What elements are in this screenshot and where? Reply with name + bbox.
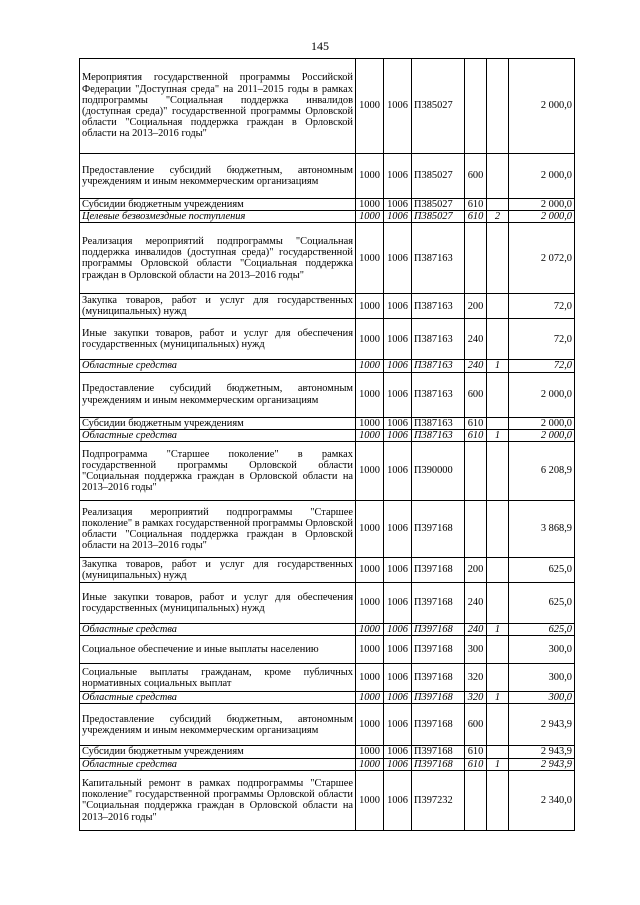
row-description: Социальные выплаты гражданам, кроме публичных нормативных социальных выплат: [80, 664, 356, 692]
expense-type-code: 240: [465, 319, 487, 360]
target-article-code: П385027: [412, 154, 465, 199]
target-article-code: П397232: [412, 770, 465, 830]
section-code: 1000: [356, 211, 384, 223]
funding-source-code: [487, 636, 509, 664]
section-code: 1000: [356, 59, 384, 154]
funding-source-code: [487, 294, 509, 319]
row-description: Предоставление субсидий бюджетным, автономным учреждениям и иным некоммерческим организациям: [80, 704, 356, 746]
table-row: [80, 558, 575, 583]
subsection-code: 1006: [384, 583, 412, 624]
target-article-code: П397168: [412, 558, 465, 583]
budget-table-body: [80, 59, 575, 831]
table-row: [80, 501, 575, 558]
row-description: Субсидии бюджетным учреждениям: [80, 417, 356, 429]
amount: 2 000,0: [509, 199, 575, 211]
funding-source-code: [487, 558, 509, 583]
row-description: Закупка товаров, работ и услуг для государственных (муниципальных) нужд: [80, 558, 356, 583]
subsection-code: 1006: [384, 211, 412, 223]
table-row: [80, 429, 575, 441]
amount: 625,0: [509, 583, 575, 624]
amount: 2 000,0: [509, 417, 575, 429]
funding-source-code: [487, 417, 509, 429]
expense-type-code: 610: [465, 429, 487, 441]
subsection-code: 1006: [384, 770, 412, 830]
row-description: Закупка товаров, работ и услуг для государственных (муниципальных) нужд: [80, 294, 356, 319]
section-code: 1000: [356, 636, 384, 664]
subsection-code: 1006: [384, 624, 412, 636]
target-article-code: П397168: [412, 583, 465, 624]
section-code: 1000: [356, 154, 384, 199]
subsection-code: 1006: [384, 429, 412, 441]
funding-source-code: [487, 59, 509, 154]
row-description: Субсидии бюджетным учреждениям: [80, 746, 356, 758]
target-article-code: П397168: [412, 636, 465, 664]
expense-type-code: 610: [465, 417, 487, 429]
budget-table: [79, 58, 575, 831]
funding-source-code: [487, 442, 509, 501]
amount: 3 868,9: [509, 501, 575, 558]
amount: 2 000,0: [509, 59, 575, 154]
amount: 2 340,0: [509, 770, 575, 830]
row-description: Подпрограмма "Старшее поколение" в рамках государственной программы Орловской области "Социальная поддержка граждан в Орловской области на 2013–2016 годы": [80, 442, 356, 501]
funding-source-code: 1: [487, 624, 509, 636]
expense-type-code: 240: [465, 360, 487, 372]
funding-source-code: 1: [487, 758, 509, 770]
expense-type-code: [465, 770, 487, 830]
expense-type-code: 600: [465, 154, 487, 199]
row-description: Капитальный ремонт в рамках подпрограммы "Старшее поколение" государственной программы Орловской области "Социальная поддержка граждан в Орловской области на 2013–2016 годы": [80, 770, 356, 830]
section-code: 1000: [356, 360, 384, 372]
subsection-code: 1006: [384, 360, 412, 372]
subsection-code: 1006: [384, 59, 412, 154]
subsection-code: 1006: [384, 223, 412, 294]
funding-source-code: [487, 583, 509, 624]
expense-type-code: 200: [465, 294, 487, 319]
expense-type-code: 240: [465, 583, 487, 624]
amount: 2 000,0: [509, 372, 575, 417]
target-article-code: П397168: [412, 704, 465, 746]
subsection-code: 1006: [384, 294, 412, 319]
target-article-code: П397168: [412, 501, 465, 558]
target-article-code: П387163: [412, 319, 465, 360]
table-row: [80, 59, 575, 154]
amount: 300,0: [509, 664, 575, 692]
target-article-code: П387163: [412, 429, 465, 441]
subsection-code: 1006: [384, 704, 412, 746]
section-code: 1000: [356, 664, 384, 692]
amount: 72,0: [509, 319, 575, 360]
row-description: Областные средства: [80, 624, 356, 636]
expense-type-code: 240: [465, 624, 487, 636]
amount: 2 943,9: [509, 746, 575, 758]
subsection-code: 1006: [384, 692, 412, 704]
subsection-code: 1006: [384, 636, 412, 664]
section-code: 1000: [356, 223, 384, 294]
table-row: [80, 583, 575, 624]
amount: 625,0: [509, 558, 575, 583]
section-code: 1000: [356, 583, 384, 624]
expense-type-code: 320: [465, 692, 487, 704]
row-description: Социальное обеспечение и иные выплаты населению: [80, 636, 356, 664]
target-article-code: П387163: [412, 360, 465, 372]
section-code: 1000: [356, 770, 384, 830]
section-code: 1000: [356, 746, 384, 758]
expense-type-code: 610: [465, 758, 487, 770]
target-article-code: П390000: [412, 442, 465, 501]
amount: 6 208,9: [509, 442, 575, 501]
amount: 2 000,0: [509, 211, 575, 223]
section-code: 1000: [356, 501, 384, 558]
funding-source-code: 1: [487, 429, 509, 441]
subsection-code: 1006: [384, 501, 412, 558]
subsection-code: 1006: [384, 154, 412, 199]
expense-type-code: 300: [465, 636, 487, 664]
subsection-code: 1006: [384, 372, 412, 417]
row-description: Предоставление субсидий бюджетным, автономным учреждениям и иным некоммерческим организациям: [80, 154, 356, 199]
amount: 2 943,9: [509, 758, 575, 770]
target-article-code: П397168: [412, 758, 465, 770]
table-row: [80, 211, 575, 223]
row-description: Иные закупки товаров, работ и услуг для обеспечения государственных (муниципальных) нужд: [80, 583, 356, 624]
expense-type-code: 200: [465, 558, 487, 583]
section-code: 1000: [356, 294, 384, 319]
target-article-code: П387163: [412, 417, 465, 429]
amount: 2 000,0: [509, 154, 575, 199]
funding-source-code: [487, 704, 509, 746]
target-article-code: П387163: [412, 372, 465, 417]
funding-source-code: [487, 501, 509, 558]
page-number: 145: [311, 39, 329, 53]
section-code: 1000: [356, 558, 384, 583]
target-article-code: П387163: [412, 294, 465, 319]
row-description: Предоставление субсидий бюджетным, автономным учреждениям и иным некоммерческим организациям: [80, 372, 356, 417]
table-row: [80, 319, 575, 360]
amount: 72,0: [509, 360, 575, 372]
expense-type-code: 610: [465, 199, 487, 211]
section-code: 1000: [356, 704, 384, 746]
table-row: [80, 154, 575, 199]
table-row: [80, 372, 575, 417]
section-code: 1000: [356, 372, 384, 417]
row-description: Реализация мероприятий подпрограммы "Социальная поддержка инвалидов (доступная среда)" государственной программы Орловской области "Социальная поддержка граждан в Орловской области на 2013–2016 годы": [80, 223, 356, 294]
amount: 2 072,0: [509, 223, 575, 294]
funding-source-code: 1: [487, 692, 509, 704]
section-code: 1000: [356, 429, 384, 441]
table-row: [80, 758, 575, 770]
funding-source-code: [487, 746, 509, 758]
amount: 625,0: [509, 624, 575, 636]
subsection-code: 1006: [384, 746, 412, 758]
target-article-code: П387163: [412, 223, 465, 294]
funding-source-code: [487, 199, 509, 211]
row-description: Субсидии бюджетным учреждениям: [80, 199, 356, 211]
row-description: Целевые безвозмездные поступления: [80, 211, 356, 223]
funding-source-code: 2: [487, 211, 509, 223]
section-code: 1000: [356, 624, 384, 636]
expense-type-code: 320: [465, 664, 487, 692]
row-description: Иные закупки товаров, работ и услуг для обеспечения государственных (муниципальных) нужд: [80, 319, 356, 360]
row-description: Областные средства: [80, 429, 356, 441]
funding-source-code: [487, 372, 509, 417]
funding-source-code: 1: [487, 360, 509, 372]
amount: 2 943,9: [509, 704, 575, 746]
table-row: [80, 664, 575, 692]
target-article-code: П385027: [412, 211, 465, 223]
expense-type-code: [465, 501, 487, 558]
funding-source-code: [487, 664, 509, 692]
amount: 300,0: [509, 636, 575, 664]
table-row: [80, 199, 575, 211]
funding-source-code: [487, 223, 509, 294]
subsection-code: 1006: [384, 664, 412, 692]
funding-source-code: [487, 154, 509, 199]
table-row: [80, 223, 575, 294]
funding-source-code: [487, 319, 509, 360]
table-row: [80, 770, 575, 830]
table-row: [80, 636, 575, 664]
table-row: [80, 746, 575, 758]
target-article-code: П397168: [412, 746, 465, 758]
row-description: Областные средства: [80, 692, 356, 704]
row-description: Областные средства: [80, 360, 356, 372]
subsection-code: 1006: [384, 758, 412, 770]
table-row: [80, 624, 575, 636]
expense-type-code: 600: [465, 704, 487, 746]
table-row: [80, 294, 575, 319]
subsection-code: 1006: [384, 417, 412, 429]
target-article-code: П397168: [412, 624, 465, 636]
row-description: Мероприятия государственной программы Российской Федерации "Доступная среда" на 2011–2015 годы в рамках подпрограммы "Социальная поддержка инвалидов (доступная среда)" государственной программы Орловской области "Социальная поддержка граждан в Орловской области на 2013–2016 годы": [80, 59, 356, 154]
expense-type-code: 610: [465, 746, 487, 758]
subsection-code: 1006: [384, 319, 412, 360]
subsection-code: 1006: [384, 558, 412, 583]
expense-type-code: [465, 59, 487, 154]
table-row: [80, 442, 575, 501]
expense-type-code: 600: [465, 372, 487, 417]
amount: 72,0: [509, 294, 575, 319]
section-code: 1000: [356, 692, 384, 704]
target-article-code: П385027: [412, 199, 465, 211]
expense-type-code: [465, 442, 487, 501]
amount: 2 000,0: [509, 429, 575, 441]
section-code: 1000: [356, 199, 384, 211]
section-code: 1000: [356, 319, 384, 360]
expense-type-code: [465, 223, 487, 294]
section-code: 1000: [356, 758, 384, 770]
row-description: Реализация мероприятий подпрограммы "Старшее поколение" в рамках государственной программы Орловской области "Социальная поддержка граждан в Орловской области на 2013–2016 годы": [80, 501, 356, 558]
target-article-code: П385027: [412, 59, 465, 154]
table-row: [80, 417, 575, 429]
subsection-code: 1006: [384, 199, 412, 211]
expense-type-code: 610: [465, 211, 487, 223]
amount: 300,0: [509, 692, 575, 704]
section-code: 1000: [356, 442, 384, 501]
subsection-code: 1006: [384, 442, 412, 501]
funding-source-code: [487, 770, 509, 830]
table-row: [80, 704, 575, 746]
table-row: [80, 692, 575, 704]
section-code: 1000: [356, 417, 384, 429]
target-article-code: П397168: [412, 692, 465, 704]
table-row: [80, 360, 575, 372]
target-article-code: П397168: [412, 664, 465, 692]
row-description: Областные средства: [80, 758, 356, 770]
